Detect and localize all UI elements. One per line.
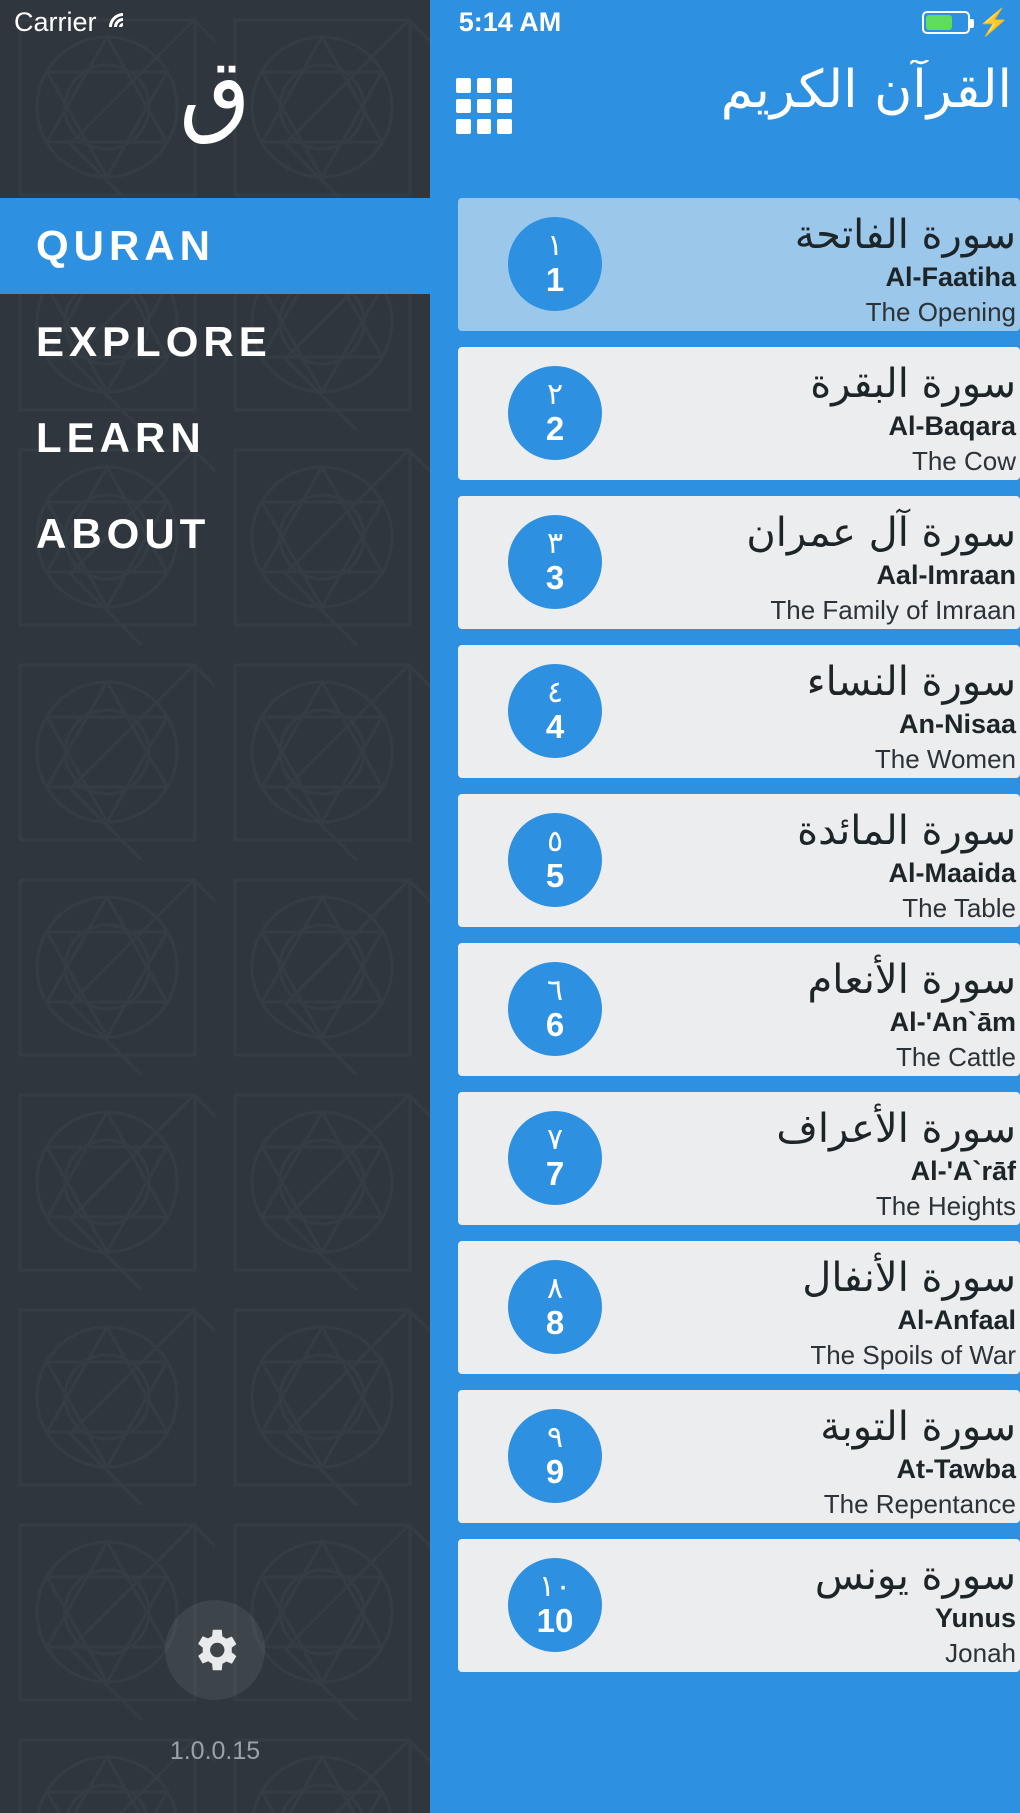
sidebar-item-explore[interactable] bbox=[0, 294, 430, 390]
sura-name-english: The Cow bbox=[911, 446, 1016, 476]
sura-name-english: The Heights bbox=[875, 1191, 1016, 1221]
sura-number-latin: 10 bbox=[536, 1602, 574, 1640]
sura-number-arabic: ٣ bbox=[546, 525, 564, 561]
sura-text bbox=[580, 806, 1020, 924]
sidebar-item-learn[interactable] bbox=[0, 390, 430, 486]
sura-name-arabic: سورة الأعراف bbox=[776, 1106, 1016, 1152]
gear-icon bbox=[188, 1623, 242, 1677]
battery-icon bbox=[922, 11, 970, 34]
sura-name-translit: Yunus bbox=[934, 1603, 1016, 1633]
list-item[interactable] bbox=[458, 496, 1020, 629]
sura-list[interactable] bbox=[430, 198, 1020, 1688]
list-item[interactable] bbox=[458, 794, 1020, 927]
list-item[interactable] bbox=[458, 1092, 1020, 1225]
sura-name-arabic: سورة يونس bbox=[814, 1553, 1016, 1599]
sura-number-latin: 5 bbox=[545, 857, 565, 895]
sura-number-arabic: ٧ bbox=[546, 1121, 564, 1157]
sura-text bbox=[580, 1104, 1020, 1222]
sura-name-english: The Repentance bbox=[823, 1489, 1016, 1519]
sura-name-english: The Women bbox=[874, 744, 1016, 774]
carrier-label: Carrier bbox=[14, 6, 97, 37]
sidebar-item-label: LEARN bbox=[36, 414, 206, 461]
sura-text bbox=[580, 1253, 1020, 1371]
sidebar-item-label: ABOUT bbox=[36, 510, 211, 557]
sura-number-latin: 6 bbox=[545, 1006, 565, 1044]
sura-number-latin: 3 bbox=[545, 559, 565, 597]
status-bar-right bbox=[922, 9, 1010, 35]
sura-number-arabic: ١ bbox=[546, 227, 564, 263]
sura-name-translit: Al-'An`ām bbox=[889, 1007, 1016, 1037]
sura-name-english: The Family of Imraan bbox=[770, 595, 1016, 625]
sidebar-item-about[interactable] bbox=[0, 486, 430, 582]
sura-number-latin: 4 bbox=[545, 708, 565, 746]
settings-button[interactable] bbox=[165, 1600, 265, 1700]
sura-text bbox=[580, 210, 1020, 328]
sura-number-arabic: ٨ bbox=[546, 1270, 564, 1306]
sura-name-english: The Cattle bbox=[896, 1042, 1016, 1072]
content-panel bbox=[430, 0, 1020, 1813]
sura-text bbox=[580, 1551, 1020, 1669]
sura-text bbox=[580, 955, 1020, 1073]
sura-number-latin: 9 bbox=[545, 1453, 565, 1491]
sidebar-item-label: EXPLORE bbox=[36, 318, 272, 365]
sura-name-translit: An-Nisaa bbox=[898, 709, 1016, 739]
sura-name-english: Jonah bbox=[945, 1638, 1016, 1668]
list-item[interactable] bbox=[458, 198, 1020, 331]
sura-name-english: The Spoils of War bbox=[810, 1340, 1016, 1370]
app-logo-glyph: ق bbox=[179, 39, 251, 146]
sura-name-translit: Al-Baqara bbox=[888, 411, 1016, 441]
sura-text bbox=[580, 359, 1020, 477]
sura-name-translit: Al-Faatiha bbox=[885, 262, 1016, 292]
sura-name-translit: Al-'A`rāf bbox=[910, 1156, 1016, 1186]
sidebar-item-quran[interactable] bbox=[0, 198, 430, 294]
sura-name-translit: Al-Maaida bbox=[888, 858, 1016, 888]
list-item[interactable] bbox=[458, 1390, 1020, 1523]
sura-name-translit: Al-Anfaal bbox=[897, 1305, 1016, 1335]
sura-number-arabic: ٦ bbox=[546, 972, 564, 1008]
sura-name-translit: At-Tawba bbox=[896, 1454, 1016, 1484]
sura-number-latin: 2 bbox=[545, 410, 565, 448]
sura-name-arabic: سورة الأنفال bbox=[802, 1255, 1016, 1301]
sura-number-arabic: ٩ bbox=[546, 1419, 564, 1455]
navigation-drawer bbox=[0, 0, 430, 1813]
lightning-bolt-icon: ⚡ bbox=[977, 7, 1010, 37]
list-item[interactable] bbox=[458, 645, 1020, 778]
sidebar-item-label: QURAN bbox=[36, 222, 215, 269]
sura-number-latin: 1 bbox=[545, 261, 565, 299]
clock-label: 5:14 AM bbox=[458, 6, 562, 37]
sura-number-arabic: ٢ bbox=[546, 376, 564, 412]
status-bar bbox=[0, 0, 1020, 44]
list-item[interactable] bbox=[458, 1241, 1020, 1374]
sura-name-arabic: سورة آل عمران bbox=[746, 510, 1016, 556]
sura-number-latin: 8 bbox=[545, 1304, 565, 1342]
sura-name-english: The Table bbox=[902, 893, 1016, 923]
sura-name-arabic: سورة المائدة bbox=[797, 808, 1016, 854]
sura-name-arabic: سورة الفاتحة bbox=[794, 212, 1016, 258]
sura-number-arabic: ١٠ bbox=[538, 1568, 572, 1604]
sura-name-arabic: سورة النساء bbox=[806, 659, 1016, 705]
sura-number-arabic: ٤ bbox=[546, 674, 564, 710]
drawer-menu bbox=[0, 198, 430, 582]
list-item[interactable] bbox=[458, 1539, 1020, 1672]
list-item[interactable] bbox=[458, 347, 1020, 480]
sura-name-arabic: سورة التوبة bbox=[820, 1404, 1016, 1450]
sura-number-latin: 7 bbox=[545, 1155, 565, 1193]
sura-name-translit: Aal-Imraan bbox=[876, 560, 1016, 590]
brand-title: القرآن الكريم bbox=[720, 60, 1012, 120]
sura-name-arabic: سورة الأنعام bbox=[807, 957, 1016, 1003]
app-version-label: 1.0.0.15 bbox=[169, 1737, 261, 1765]
sura-text bbox=[580, 508, 1020, 626]
grid-menu-icon[interactable] bbox=[456, 78, 512, 134]
sura-name-english: The Opening bbox=[865, 297, 1016, 327]
sura-text bbox=[580, 1402, 1020, 1520]
list-item[interactable] bbox=[458, 943, 1020, 1076]
sura-name-arabic: سورة البقرة bbox=[810, 361, 1016, 407]
sura-text bbox=[580, 657, 1020, 775]
sura-number-arabic: ٥ bbox=[546, 823, 564, 859]
